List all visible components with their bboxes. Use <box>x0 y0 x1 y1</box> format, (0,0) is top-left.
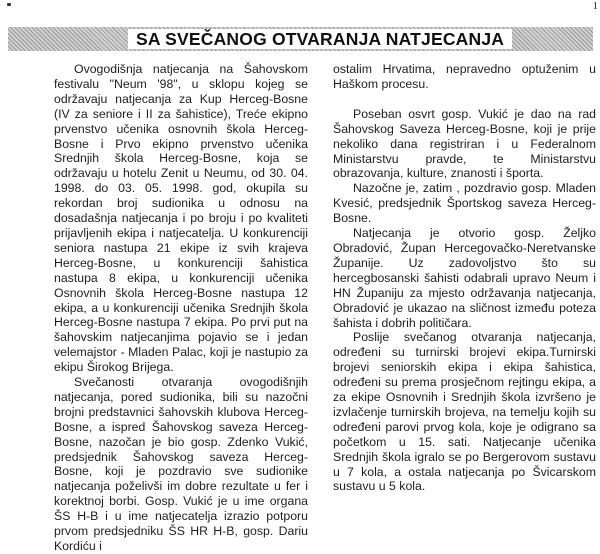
left-paragraph-1: Ovogodišnja natjecanja na Šahovskom festivalu "Neum '98", u sklopu kojeg se održavaju natjecanja za Kup Herceg-Bosne (IV za seniore i II za šahistice), Treće ekipno prvenstvo učenika osnovnih škola Herceg-Bosne i Prvo ekipno prvenstvo učenika Srednjih škola Herceg-Bosne, koja se održavaju u hotelu Zenit u Neumu, od 30. 04. 1998. do 03. 05. 1998. god, okupila su rekordan broj sudionika u odnosu na dosadašnja natjecanja i po broju i po kvaliteti prijavljenih ekipa i natjecatelja. U konkurenciji seniora nastupa 21 ekipe iz svih krajeva Herceg-Bosne, u konkurenciji šahistica nastupa 8 ekipa, u konkurenciji učenika Osnovnih škola Herceg-Bosne nastupa 12 ekipa, a u konkurenciji učenika Srednjih škola Herceg-Bosne nastupa 7 ekipa. Po prvi put na šahovskim natjecanjima pojavio se i jedan velemajstor - Mladen Palac, koji je nastupio za ekipu Širokog Brijega. <box>54 62 308 375</box>
right-paragraph-5: Poslije svečanog otvaranja natjecanja, određeni su turnirski brojevi ekipa.Turnirski brojevi seniorskih ekipa i ekipa šahistica, određeni su prema prosječnom rejtingu ekipa, a za ekipe Osnovnih i Srednjih škola izvršeno je izvlačenje turnirskih brojeva, na temelju kojih su određeni parovi prvog kola, koje je odigrano sa početkom u 15. sati. Natjecanje učenika Srednjih škola igralo se po Bergerovom sustavu u 7 kola, a ostala natjecanja po Švicarskom sustavu u 5 kola. <box>333 330 596 494</box>
page-number: 1 <box>592 0 598 12</box>
scan-speck <box>7 3 11 6</box>
right-column <box>333 62 596 494</box>
right-paragraph-1: ostalim Hrvatima, nepravedno optuženim u Haškom procesu. <box>333 62 596 91</box>
right-paragraph-2: Poseban osvrt gosp. Vukić je dao na rad Šahovskog Saveza Herceg-Bosne, koji je prije nekoliko dana registriran i u Federalnom Ministarstvu pravde, te Ministarstvu obrazovanja, kulture, znanosti i športa. <box>333 106 596 181</box>
left-column <box>54 62 308 554</box>
right-paragraph-4: Natjecanja je otvorio gosp. Željko Obradović, Župan Hercegovačko-Neretvanske Županije. Uz zadovoljstvo što su hercegbosanski šahisti odabrali upravo Neum i HN Županiju za mjesto održavanja natjecanja, Obradović je ukazao na sličnost između poteza šahista i dobrih političara. <box>333 226 596 330</box>
left-paragraph-2: Svečanosti otvaranja ovogodišnjih natjecanja, pored sudionika, bili su nazočni brojni predstavnici šahovskih klubova Herceg-Bosne, a ispred Šahovskog saveza Herceg-Bosne, nazočan je bio gosp. Zdenko Vukić, predsjednik Šahovskog saveza Herceg-Bosne, koji je pozdravio sve sudionike natjecanja poželivši im dobre rezultate u fer i korektnoj borbi. Gosp. Vukić je u ime organa ŠS H-B i u ime natjecatelja izrazio potporu prvom predsjedniku ŠS HR H-B, gosp. Dariu Kordiću i <box>54 375 308 553</box>
right-paragraph-3: Nazočne je, zatim , pozdravio gosp. Mladen Kvesić, predsjednik Športskog saveza Herceg-Bosne. <box>333 181 596 226</box>
article-title: SA SVEČANOG OTVARANJA NATJECANJA <box>128 29 512 49</box>
